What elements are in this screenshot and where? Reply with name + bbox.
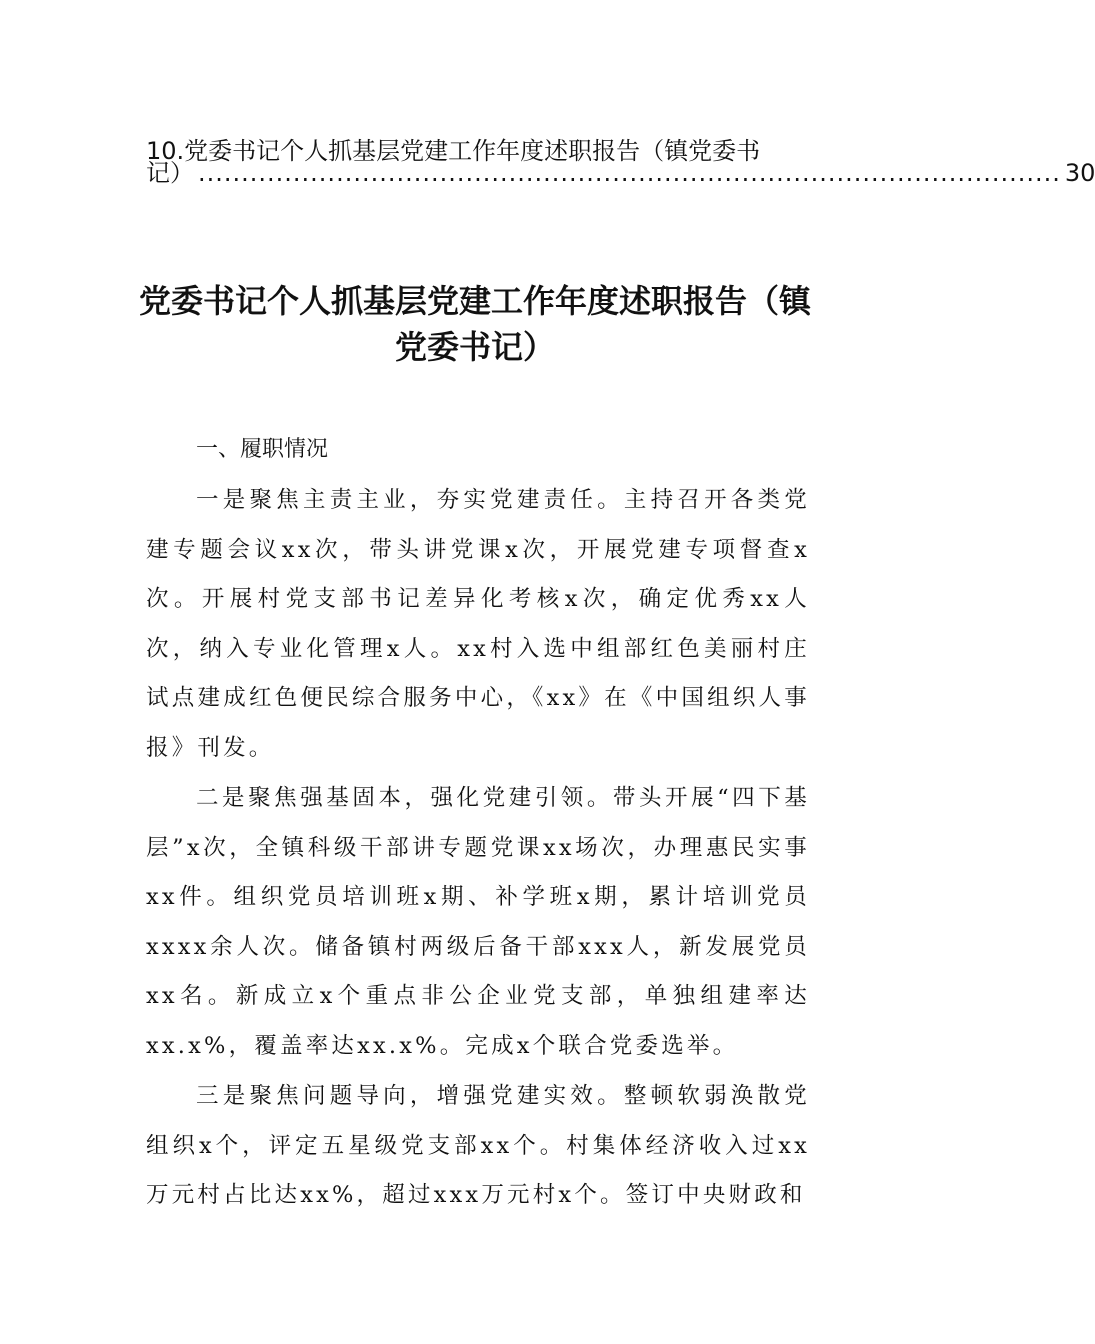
toc-entry-title: 10.党委书记个人抓基层党建工作年度述职报告（镇党委书: [146, 137, 761, 165]
section-heading: 一、履职情况: [196, 437, 329, 462]
toc-entry-row2: [146, 155, 1095, 191]
toc-page-number: 30: [1064, 159, 1095, 187]
body-paragraph: 一是聚焦主责主业，夯实党建责任。主持召开各类党建专题会议xx次，带头讲党课x次，开展党建专项督查x次。开展村党支部书记差异化考核x次，确定优秀xx人次，纳入专业化管理x人。xx村入选中组部红色美丽村庄试点建成红色便民综合服务中心，《xx》在《中国组织人事报》刊发。: [146, 487, 810, 761]
body-paragraph: 二是聚焦强基固本，强化党建引领。带头开展“四下基层”x次，全镇科级干部讲专题党课xx场次，办理惠民实事xx件。组织党员培训班x期、补学班x期，累计培训党员xxxx余人次。储备镇村两级后备干部xxx人，新发展党员xx名。新成立x个重点非公企业党支部，单独组建率达xx.x%，覆盖率达xx.x%。完成x个联合党委选举。: [146, 785, 810, 1059]
toc-entry-title-continued: 记）: [146, 159, 194, 187]
document-title: 党委书记个人抓基层党建工作年度述职报告（镇党委书记）: [138, 282, 811, 366]
toc-leader-dots: ....................................................................................................: [198, 159, 1061, 187]
body-paragraph: 三是聚焦问题导向，增强党建实效。整顿软弱涣散党组织x个，评定五星级党支部xx个。村集体经济收入过xx万元村占比达xx%，超过xxx万元村x个。签订中央财政和: [146, 1083, 810, 1208]
